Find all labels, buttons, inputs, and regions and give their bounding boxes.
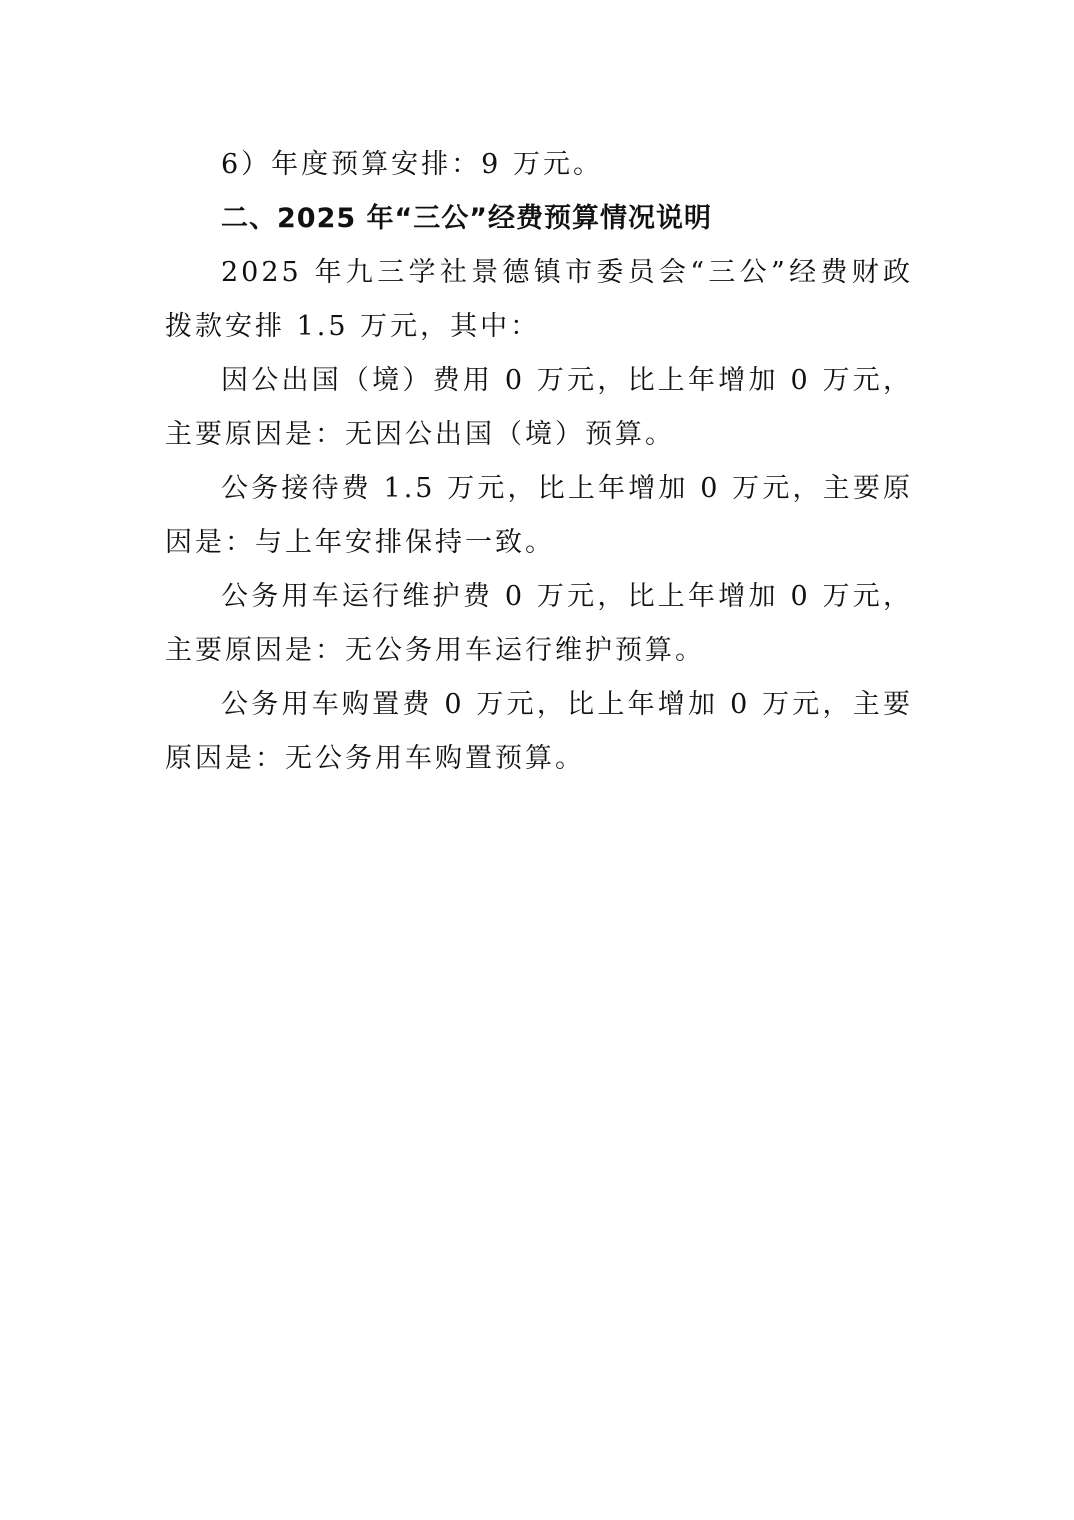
three-public-funds-total: 2025 年九三学社景德镇市委员会“三公”经费财政拨款安排 1.5 万元，其中：	[165, 257, 913, 342]
vehicle-operation-expense: 公务用车运行维护费 0 万元，比上年增加 0 万元，主要原因是：无公务用车运行维护预算。	[165, 581, 913, 666]
official-reception-expense: 公务接待费 1.5 万元，比上年增加 0 万元，主要原因是：与上年安排保持一致。	[165, 473, 913, 558]
overseas-travel-expense: 因公出国（境）费用 0 万元，比上年增加 0 万元，主要原因是：无因公出国（境）预算。	[165, 365, 913, 450]
section-heading-three-public-funds: 二、2025 年“三公”经费预算情况说明	[221, 203, 713, 234]
document-body	[165, 138, 913, 786]
budget-item-6: 6）年度预算安排：9 万元。	[221, 149, 603, 180]
vehicle-purchase-expense: 公务用车购置费 0 万元，比上年增加 0 万元，主要原因是：无公务用车购置预算。	[165, 689, 913, 774]
